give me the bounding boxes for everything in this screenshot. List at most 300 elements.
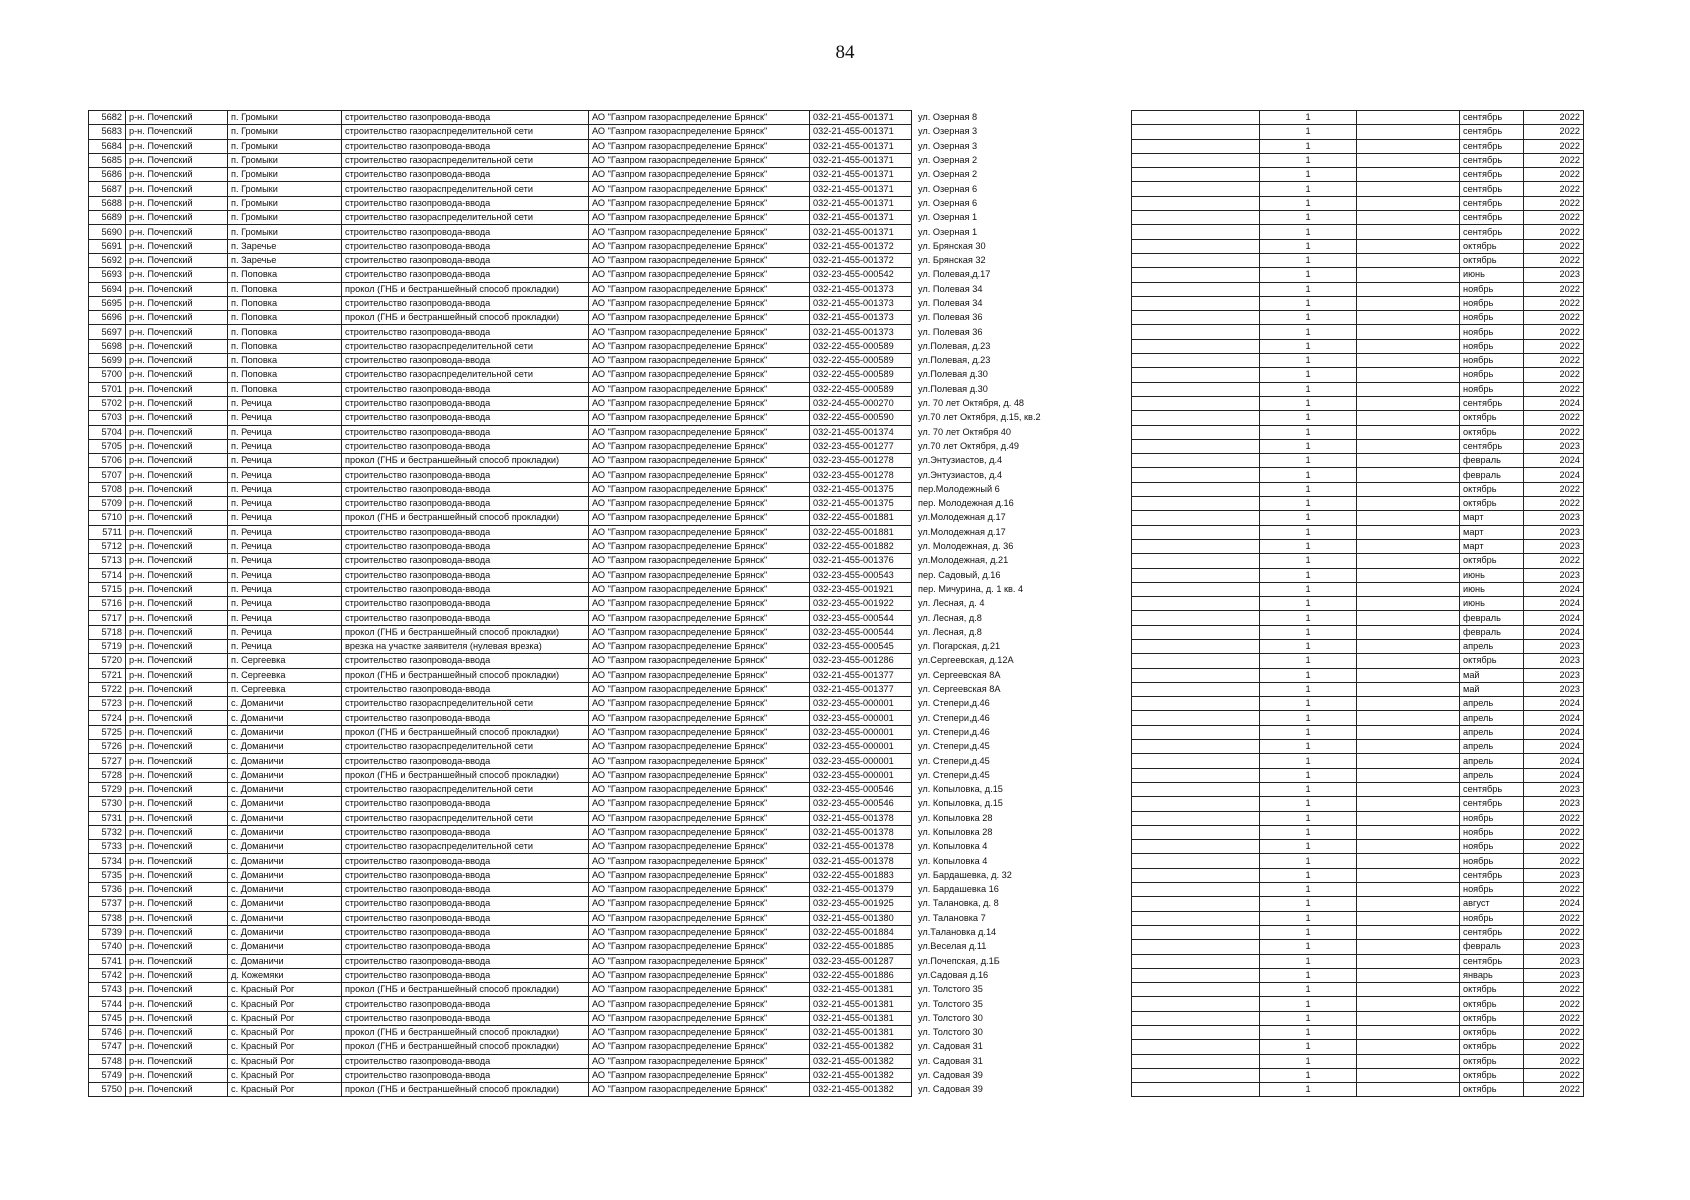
month-cell: сентябрь [1460, 225, 1524, 239]
empty-cell [1132, 497, 1260, 511]
year-cell: 2022 [1524, 1054, 1584, 1068]
address-cell: ул. Степери,д.45 [918, 741, 990, 752]
empty-cell [1357, 268, 1460, 282]
count-cell: 1 [1260, 168, 1357, 182]
empty-cell [1357, 282, 1460, 296]
contract-code-cell: 032-21-455-001378 [810, 825, 912, 839]
district-cell: р-н. Почепский [126, 840, 228, 854]
settlement-cell: п. Сергеевка [228, 668, 342, 682]
district-cell: р-н. Почепский [126, 482, 228, 496]
settlement-cell: с. Доманичи [228, 697, 342, 711]
table-row [1132, 811, 1584, 825]
count-cell: 1 [1260, 182, 1357, 196]
table-row [1132, 911, 1584, 925]
empty-cell [1132, 740, 1260, 754]
district-cell: р-н. Почепский [126, 568, 228, 582]
settlement-cell: п. Речица [228, 611, 342, 625]
month-cell: октябрь [1460, 1054, 1524, 1068]
contract-code-cell: 032-21-455-001373 [810, 282, 912, 296]
year-cell: 2022 [1524, 497, 1584, 511]
count-cell: 1 [1260, 697, 1357, 711]
row-number: 5697 [89, 325, 126, 339]
table-row [1132, 1083, 1584, 1097]
year-cell: 2022 [1524, 153, 1584, 167]
organization-cell: АО "Газпром газораспределение Брянск" [589, 539, 810, 553]
count-cell: 1 [1260, 196, 1357, 210]
organization-cell: АО "Газпром газораспределение Брянск" [589, 625, 810, 639]
row-number: 5691 [89, 239, 126, 253]
year-cell: 2023 [1524, 954, 1584, 968]
count-cell: 1 [1260, 253, 1357, 267]
table-row [1132, 625, 1584, 639]
empty-cell [1357, 454, 1460, 468]
table-row [89, 111, 1072, 125]
month-cell: октябрь [1460, 411, 1524, 425]
settlement-cell: п. Речица [228, 468, 342, 482]
month-cell: октябрь [1460, 983, 1524, 997]
row-number: 5682 [89, 111, 126, 125]
table-row [89, 511, 1072, 525]
organization-cell: АО "Газпром газораспределение Брянск" [589, 725, 810, 739]
month-cell: ноябрь [1460, 840, 1524, 854]
organization-cell: АО "Газпром газораспределение Брянск" [589, 1083, 810, 1097]
year-cell: 2023 [1524, 868, 1584, 882]
work-type-cell: строительство газопровода-ввода [342, 382, 589, 396]
district-cell: р-н. Почепский [126, 139, 228, 153]
month-cell: ноябрь [1460, 911, 1524, 925]
year-cell: 2022 [1524, 239, 1584, 253]
table-row [89, 211, 1072, 225]
count-cell: 1 [1260, 211, 1357, 225]
count-cell: 1 [1260, 311, 1357, 325]
contract-code-cell: 032-23-455-000001 [810, 711, 912, 725]
organization-cell: АО "Газпром газораспределение Брянск" [589, 182, 810, 196]
district-cell: р-н. Почепский [126, 983, 228, 997]
empty-cell [1132, 597, 1260, 611]
district-cell: р-н. Почепский [126, 468, 228, 482]
row-number: 5687 [89, 182, 126, 196]
row-number: 5736 [89, 883, 126, 897]
district-cell: р-н. Почепский [126, 654, 228, 668]
address-cell: ул. Молодежная, д. 36 [918, 541, 1014, 552]
organization-cell: АО "Газпром газораспределение Брянск" [589, 311, 810, 325]
district-cell: р-н. Почепский [126, 954, 228, 968]
table-row [89, 925, 1072, 939]
address-cell: ул. Погарская, д.21 [918, 641, 1001, 652]
empty-cell [1357, 568, 1460, 582]
organization-cell: АО "Газпром газораспределение Брянск" [589, 168, 810, 182]
empty-cell [1132, 1083, 1260, 1097]
contract-code-cell: 032-23-455-001278 [810, 468, 912, 482]
row-number: 5750 [89, 1083, 126, 1097]
work-type-cell: строительство газораспределительной сети [342, 740, 589, 754]
empty-cell [1357, 668, 1460, 682]
count-cell: 1 [1260, 439, 1357, 453]
address-cell: ул.Молодежная д.17 [918, 512, 1006, 523]
month-cell: сентябрь [1460, 196, 1524, 210]
empty-cell [1357, 797, 1460, 811]
organization-cell: АО "Газпром газораспределение Брянск" [589, 211, 810, 225]
district-cell: р-н. Почепский [126, 525, 228, 539]
settlement-cell: с. Доманичи [228, 754, 342, 768]
row-number: 5731 [89, 811, 126, 825]
empty-cell [1132, 1068, 1260, 1082]
district-cell: р-н. Почепский [126, 1054, 228, 1068]
organization-cell: АО "Газпром газораспределение Брянск" [589, 868, 810, 882]
row-number: 5714 [89, 568, 126, 582]
month-cell: январь [1460, 968, 1524, 982]
address-cell: ул. Озерная 8 [918, 112, 978, 123]
work-type-cell: прокол (ГНБ и бестраншейный способ прокладки) [342, 511, 589, 525]
table-row [89, 396, 1072, 410]
address-cell: пер.Молодежный 6 [918, 483, 1000, 494]
empty-cell [1132, 411, 1260, 425]
organization-cell: АО "Газпром газораспределение Брянск" [589, 354, 810, 368]
district-cell: р-н. Почепский [126, 611, 228, 625]
district-cell: р-н. Почепский [126, 997, 228, 1011]
row-number: 5733 [89, 840, 126, 854]
district-cell: р-н. Почепский [126, 1026, 228, 1040]
year-cell: 2022 [1524, 339, 1584, 353]
settlement-cell: п. Речица [228, 568, 342, 582]
year-cell: 2023 [1524, 782, 1584, 796]
row-number: 5692 [89, 253, 126, 267]
organization-cell: АО "Газпром газораспределение Брянск" [589, 425, 810, 439]
address-cell: ул. Озерная 6 [918, 197, 978, 208]
table-row [89, 568, 1072, 582]
table-row [1132, 525, 1584, 539]
address-cell: пер. Молодежная д.16 [918, 498, 1014, 509]
work-type-cell: прокол (ГНБ и бестраншейный способ прокладки) [342, 668, 589, 682]
count-cell: 1 [1260, 611, 1357, 625]
year-cell: 2022 [1524, 825, 1584, 839]
count-cell: 1 [1260, 782, 1357, 796]
district-cell: р-н. Почепский [126, 754, 228, 768]
district-cell: р-н. Почепский [126, 296, 228, 310]
table-row [1132, 182, 1584, 196]
empty-cell [1132, 396, 1260, 410]
count-cell: 1 [1260, 797, 1357, 811]
year-cell: 2022 [1524, 997, 1584, 1011]
table-row [89, 954, 1072, 968]
count-cell: 1 [1260, 768, 1357, 782]
settlement-cell: п. Речица [228, 639, 342, 653]
row-number: 5743 [89, 983, 126, 997]
year-cell: 2023 [1524, 639, 1584, 653]
contract-code-cell: 032-22-455-001885 [810, 940, 912, 954]
district-cell: р-н. Почепский [126, 411, 228, 425]
year-cell: 2022 [1524, 425, 1584, 439]
empty-cell [1132, 782, 1260, 796]
count-cell: 1 [1260, 282, 1357, 296]
count-cell: 1 [1260, 111, 1357, 125]
table-row [89, 439, 1072, 453]
table-row [89, 125, 1072, 139]
work-type-cell: прокол (ГНБ и бестраншейный способ прокладки) [342, 983, 589, 997]
contract-code-cell: 032-21-455-001378 [810, 854, 912, 868]
year-cell: 2022 [1524, 354, 1584, 368]
table-row [89, 825, 1072, 839]
contract-code-cell: 032-22-455-000589 [810, 339, 912, 353]
table-row [1132, 425, 1584, 439]
work-type-cell: строительство газопровода-ввода [342, 1054, 589, 1068]
organization-cell: АО "Газпром газораспределение Брянск" [589, 396, 810, 410]
organization-cell: АО "Газпром газораспределение Брянск" [589, 1054, 810, 1068]
empty-cell [1132, 768, 1260, 782]
contract-code-cell: 032-23-455-001287 [810, 954, 912, 968]
address-cell: ул. Копыловка 28 [918, 812, 993, 823]
work-type-cell: строительство газораспределительной сети [342, 339, 589, 353]
organization-cell: АО "Газпром газораспределение Брянск" [589, 911, 810, 925]
row-number: 5689 [89, 211, 126, 225]
count-cell: 1 [1260, 497, 1357, 511]
work-type-cell: строительство газопровода-ввода [342, 239, 589, 253]
contract-code-cell: 032-22-455-001881 [810, 511, 912, 525]
month-cell: апрель [1460, 697, 1524, 711]
count-cell: 1 [1260, 883, 1357, 897]
organization-cell: АО "Газпром газораспределение Брянск" [589, 139, 810, 153]
empty-cell [1132, 654, 1260, 668]
table-row [1132, 754, 1584, 768]
empty-cell [1357, 325, 1460, 339]
table-row [89, 1040, 1072, 1054]
year-cell: 2022 [1524, 168, 1584, 182]
month-cell: апрель [1460, 725, 1524, 739]
address-cell: ул. Толстого 30 [918, 1012, 983, 1023]
settlement-cell: п. Поповка [228, 382, 342, 396]
month-cell: сентябрь [1460, 797, 1524, 811]
row-number: 5728 [89, 768, 126, 782]
settlement-cell: п. Громыки [228, 211, 342, 225]
row-number: 5706 [89, 454, 126, 468]
year-cell: 2022 [1524, 125, 1584, 139]
address-cell: ул.Сергеевская, д.12А [918, 655, 1014, 666]
contract-code-cell: 032-23-455-001286 [810, 654, 912, 668]
work-type-cell: строительство газопровода-ввода [342, 825, 589, 839]
count-cell: 1 [1260, 382, 1357, 396]
table-row [1132, 296, 1584, 310]
contract-code-cell: 032-21-455-001382 [810, 1068, 912, 1082]
contract-code-cell: 032-21-455-001373 [810, 325, 912, 339]
contract-code-cell: 032-23-455-000001 [810, 697, 912, 711]
settlement-cell: п. Речица [228, 539, 342, 553]
settlement-cell: п. Речица [228, 396, 342, 410]
month-cell: октябрь [1460, 654, 1524, 668]
empty-cell [1132, 997, 1260, 1011]
work-type-cell: строительство газопровода-ввода [342, 1011, 589, 1025]
table-row [1132, 368, 1584, 382]
row-number: 5726 [89, 740, 126, 754]
row-number: 5747 [89, 1040, 126, 1054]
district-cell: р-н. Почепский [126, 454, 228, 468]
district-cell: р-н. Почепский [126, 1083, 228, 1097]
table-row [1132, 940, 1584, 954]
table-row [89, 911, 1072, 925]
address-cell: ул. Степери,д.45 [918, 755, 990, 766]
empty-cell [1132, 339, 1260, 353]
empty-cell [1132, 625, 1260, 639]
settlement-cell: с. Доманичи [228, 782, 342, 796]
table-row [89, 682, 1072, 696]
district-cell: р-н. Почепский [126, 239, 228, 253]
district-cell: р-н. Почепский [126, 182, 228, 196]
address-cell: пер. Садовый, д.16 [918, 569, 1001, 580]
count-cell: 1 [1260, 1068, 1357, 1082]
district-cell: р-н. Почепский [126, 625, 228, 639]
settlement-cell: п. Речица [228, 625, 342, 639]
address-cell: ул. Лесная, д.8 [918, 612, 982, 623]
work-type-cell: строительство газораспределительной сети [342, 840, 589, 854]
table-row [1132, 611, 1584, 625]
row-number: 5709 [89, 497, 126, 511]
row-number: 5699 [89, 354, 126, 368]
count-cell: 1 [1260, 411, 1357, 425]
row-number: 5744 [89, 997, 126, 1011]
district-cell: р-н. Почепский [126, 597, 228, 611]
empty-cell [1357, 954, 1460, 968]
empty-cell [1132, 697, 1260, 711]
table-row [89, 225, 1072, 239]
work-type-cell: строительство газопровода-ввода [342, 883, 589, 897]
empty-cell [1132, 511, 1260, 525]
page-number: 84 [835, 42, 855, 63]
month-cell: июнь [1460, 582, 1524, 596]
organization-cell: АО "Газпром газораспределение Брянск" [589, 582, 810, 596]
row-number: 5710 [89, 511, 126, 525]
empty-cell [1132, 854, 1260, 868]
contract-code-cell: 032-22-455-001882 [810, 539, 912, 553]
count-cell: 1 [1260, 125, 1357, 139]
organization-cell: АО "Газпром газораспределение Брянск" [589, 454, 810, 468]
count-cell: 1 [1260, 511, 1357, 525]
work-type-cell: строительство газопровода-ввода [342, 111, 589, 125]
address-cell: ул. Толстого 35 [918, 998, 983, 1009]
table-row [89, 554, 1072, 568]
empty-cell [1357, 368, 1460, 382]
year-cell: 2024 [1524, 396, 1584, 410]
organization-cell: АО "Газпром газораспределение Брянск" [589, 1040, 810, 1054]
district-cell: р-н. Почепский [126, 511, 228, 525]
table-row [1132, 768, 1584, 782]
work-type-cell: строительство газопровода-ввода [342, 539, 589, 553]
count-cell: 1 [1260, 454, 1357, 468]
count-cell: 1 [1260, 554, 1357, 568]
organization-cell: АО "Газпром газораспределение Брянск" [589, 439, 810, 453]
month-cell: апрель [1460, 711, 1524, 725]
work-type-cell: строительство газораспределительной сети [342, 811, 589, 825]
work-type-cell: прокол (ГНБ и бестраншейный способ прокладки) [342, 768, 589, 782]
empty-cell [1132, 354, 1260, 368]
table-row [89, 525, 1072, 539]
empty-cell [1132, 797, 1260, 811]
row-number: 5695 [89, 296, 126, 310]
district-cell: р-н. Почепский [126, 897, 228, 911]
works-table-left-body [89, 111, 1072, 1097]
count-cell: 1 [1260, 840, 1357, 854]
empty-cell [1357, 539, 1460, 553]
empty-cell [1357, 754, 1460, 768]
contract-code-cell: 032-22-455-001881 [810, 525, 912, 539]
year-cell: 2022 [1524, 282, 1584, 296]
empty-cell [1132, 139, 1260, 153]
month-cell: ноябрь [1460, 282, 1524, 296]
settlement-cell: с. Красный Рог [228, 1040, 342, 1054]
table-row [1132, 354, 1584, 368]
district-cell: р-н. Почепский [126, 1068, 228, 1082]
empty-cell [1132, 439, 1260, 453]
row-number: 5725 [89, 725, 126, 739]
row-number: 5741 [89, 954, 126, 968]
address-cell: ул.Садовая д.16 [918, 969, 989, 980]
contract-code-cell: 032-22-455-000589 [810, 382, 912, 396]
count-cell: 1 [1260, 425, 1357, 439]
year-cell: 2022 [1524, 1083, 1584, 1097]
empty-cell [1132, 582, 1260, 596]
empty-cell [1132, 153, 1260, 167]
row-number: 5702 [89, 396, 126, 410]
year-cell: 2022 [1524, 296, 1584, 310]
settlement-cell: с. Доманичи [228, 840, 342, 854]
empty-cell [1357, 883, 1460, 897]
district-cell: р-н. Почепский [126, 354, 228, 368]
empty-cell [1132, 211, 1260, 225]
row-number: 5737 [89, 897, 126, 911]
address-cell: ул. Копыловка, д.15 [918, 798, 1003, 809]
empty-cell [1132, 468, 1260, 482]
empty-cell [1132, 296, 1260, 310]
organization-cell: АО "Газпром газораспределение Брянск" [589, 239, 810, 253]
organization-cell: АО "Газпром газораспределение Брянск" [589, 225, 810, 239]
empty-cell [1132, 668, 1260, 682]
contract-code-cell: 032-23-455-000542 [810, 268, 912, 282]
contract-code-cell: 032-23-455-000001 [810, 754, 912, 768]
year-cell: 2024 [1524, 597, 1584, 611]
count-cell: 1 [1260, 897, 1357, 911]
organization-cell: АО "Газпром газораспределение Брянск" [589, 654, 810, 668]
work-type-cell: строительство газопровода-ввода [342, 253, 589, 267]
work-type-cell: строительство газораспределительной сети [342, 153, 589, 167]
table-row [89, 582, 1072, 596]
month-cell: ноябрь [1460, 325, 1524, 339]
work-type-cell: строительство газопровода-ввода [342, 225, 589, 239]
table-row [1132, 539, 1584, 553]
year-cell: 2024 [1524, 454, 1584, 468]
month-cell: ноябрь [1460, 339, 1524, 353]
month-cell: ноябрь [1460, 854, 1524, 868]
row-number: 5729 [89, 782, 126, 796]
address-cell: ул. Копыловка 28 [918, 826, 993, 837]
empty-cell [1132, 968, 1260, 982]
settlement-cell: п. Речица [228, 597, 342, 611]
district-cell: р-н. Почепский [126, 368, 228, 382]
address-cell: ул. Сергеевская 8А [918, 684, 1001, 695]
settlement-cell: с. Красный Рог [228, 1068, 342, 1082]
table-row [1132, 711, 1584, 725]
month-cell: сентябрь [1460, 125, 1524, 139]
empty-cell [1132, 425, 1260, 439]
count-cell: 1 [1260, 1083, 1357, 1097]
row-number: 5696 [89, 311, 126, 325]
table-row [1132, 325, 1584, 339]
table-row [89, 454, 1072, 468]
organization-cell: АО "Газпром газораспределение Брянск" [589, 811, 810, 825]
year-cell: 2023 [1524, 968, 1584, 982]
organization-cell: АО "Газпром газораспределение Брянск" [589, 1026, 810, 1040]
address-cell: ул. Полевая 34 [918, 283, 983, 294]
month-cell: июнь [1460, 597, 1524, 611]
address-cell: ул. Полевая 34 [918, 298, 983, 308]
row-number: 5721 [89, 668, 126, 682]
